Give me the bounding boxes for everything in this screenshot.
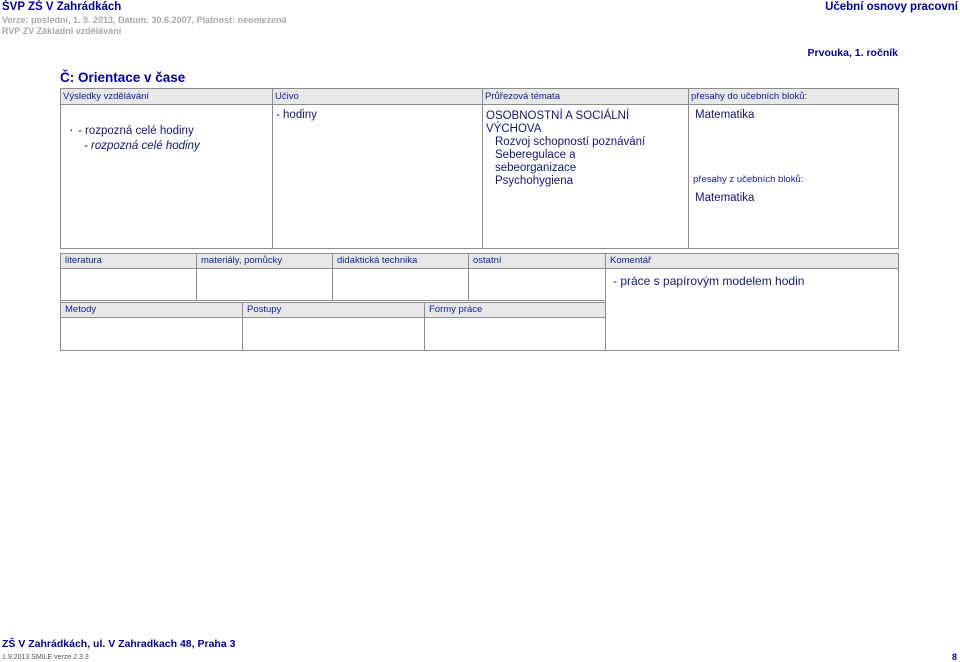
overlap-from-subject: Matematika bbox=[695, 192, 755, 204]
page-number: 8 bbox=[951, 652, 957, 662]
column-header-materials: materiály, pomůcky bbox=[196, 253, 333, 269]
topic-title: Č: Orientace v čase bbox=[60, 70, 186, 85]
work-forms-cell bbox=[424, 317, 606, 351]
school-name: ŠVP ZŠ V Zahrádkách bbox=[2, 1, 122, 13]
document-type: Učební osnovy pracovní bbox=[825, 1, 958, 13]
curriculum-cell bbox=[272, 105, 482, 248]
version-line: Verze: poslední, 1. 9. 2013, Datum: 30.6.2007, Platnost: neomezená bbox=[2, 15, 287, 25]
crosscut-item: Psychohygiena bbox=[495, 175, 573, 187]
other-cell bbox=[468, 268, 606, 301]
comment-text: - práce s papírovým modelem hodin bbox=[613, 274, 805, 288]
rvp-line: RVP ZV Základní vzdělávání bbox=[2, 26, 122, 36]
column-header-didactic-tech: didaktická technika bbox=[332, 253, 469, 269]
column-header-procedures: Postupy bbox=[242, 302, 425, 318]
materials-cell bbox=[196, 268, 333, 301]
overlap-from-label: přesahy z učebních bloků: bbox=[693, 174, 804, 185]
literature-cell bbox=[60, 268, 197, 301]
subject-grade: Prvouka, 1. ročník bbox=[807, 47, 898, 59]
column-header-other: ostatní bbox=[468, 253, 606, 269]
crosscut-item: Seberegulace a bbox=[495, 149, 576, 161]
column-header-work-forms: Formy práce bbox=[424, 302, 606, 318]
footer-school-address: ZŠ V Zahrádkách, ul. V Zahradkach 48, Praha 3 bbox=[2, 638, 236, 650]
outcomes-cell bbox=[61, 105, 272, 248]
overlap-to-subject: Matematika bbox=[695, 109, 755, 121]
column-header-crosscutting: Průřezová témata bbox=[482, 89, 688, 105]
overlaps-cell bbox=[688, 105, 898, 248]
outcomes-table bbox=[60, 88, 899, 249]
procedures-cell bbox=[242, 317, 425, 351]
curriculum-item: - hodiny bbox=[276, 109, 317, 121]
column-header-literature: literatura bbox=[60, 253, 197, 269]
bullet: · bbox=[69, 121, 74, 137]
column-header-methods: Metody bbox=[60, 302, 243, 318]
methods-cell bbox=[60, 317, 243, 351]
outcome-item-italic: - rozpozná celé hodiny bbox=[84, 140, 200, 152]
column-header-overlaps-to: přesahy do učebních bloků: bbox=[688, 89, 898, 105]
crosscut-title-line-2: VÝCHOVA bbox=[486, 123, 542, 135]
column-header-outcomes: Výsledky vzdělávání bbox=[61, 89, 272, 105]
column-header-comment: Komentář bbox=[605, 253, 899, 269]
crosscutting-cell bbox=[482, 105, 688, 248]
crosscut-item: sebeorganizace bbox=[495, 162, 577, 174]
footer-version: 1.9.2013 SMILE verze 2.3.3 bbox=[2, 654, 89, 661]
outcome-item: - rozpozná celé hodiny bbox=[78, 125, 194, 137]
didactic-tech-cell bbox=[332, 268, 469, 301]
crosscut-item: Rozvoj schopností poznávání bbox=[495, 136, 646, 148]
crosscut-title-line-1: OSOBNOSTNÍ A SOCIÁLNÍ bbox=[486, 110, 630, 122]
column-header-curriculum: Učivo bbox=[272, 89, 482, 105]
comment-cell bbox=[605, 268, 899, 351]
